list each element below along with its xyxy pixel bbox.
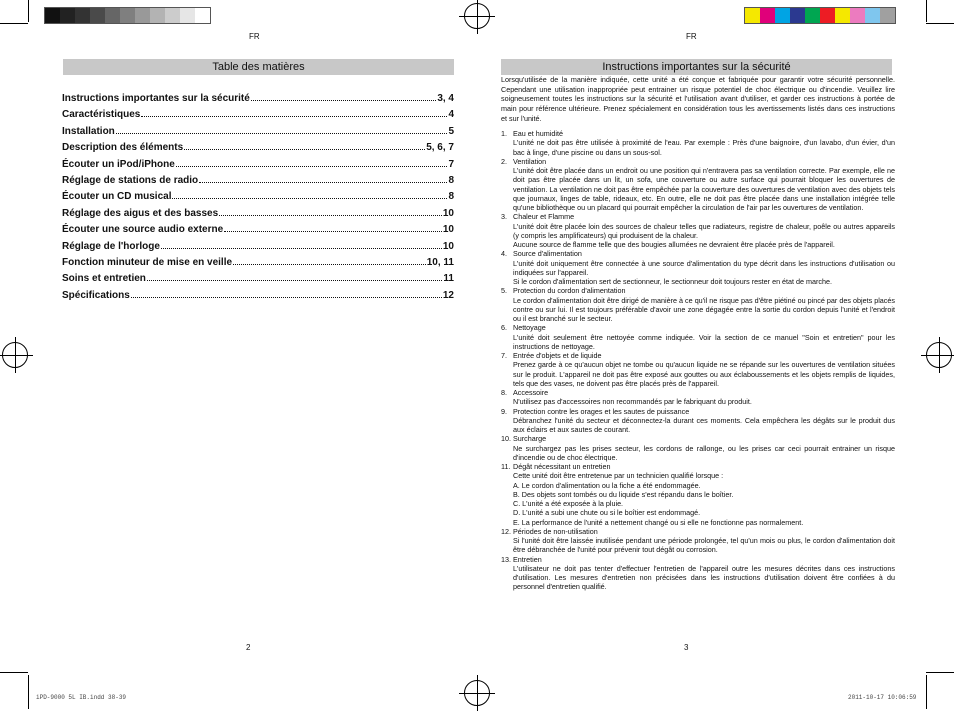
safety-item-body: N'utilisez pas d'accessoires non recommandés par le fabriquant du produit. [513,397,752,407]
toc-page: 12 [442,289,454,301]
registration-mark-bottom [464,680,490,706]
registration-mark-left [2,342,28,368]
gray-swatch-2 [75,8,90,23]
toc-label: Écouter un CD musical [62,191,172,203]
toc-page: 5 [448,125,454,137]
toc-row [62,240,454,256]
toc-row [62,174,454,190]
toc-leader-dots [147,272,443,281]
safety-item-number: 9. [501,406,507,416]
safety-item-number: 7. [501,351,507,360]
safety-item [501,351,895,360]
registration-mark-right [926,342,952,368]
toc-leader-dots [176,158,448,167]
toc-row [62,92,454,108]
safety-item-body: Prenez garde à ce qu'aucun objet ne tombe ou qu'aucun liquide ne se répande sur les ouvertures de ventilation situées sur le produit. L'appareil ne doit pas être exposé aux gouttes ou aux éclaboussements et les objets remplis de liquides, tels que des vases, ne doivent pas être placés près de l'appareil. [513,360,895,388]
safety-item-body: Si le cordon d'alimentation sert de sectionneur, le sectionneur doit toujours rester en état de marche. [513,277,833,286]
safety-item-title: Source d'alimentation [513,249,582,259]
safety-item [501,434,895,443]
safety-item [501,462,895,471]
toc-label: Installation [62,125,115,137]
toc-row [62,207,454,223]
toc-row [62,223,454,239]
toc-row [62,158,454,174]
toc-page: 3, 4 [437,93,454,104]
toc-label: Caractéristiques [62,109,141,121]
color-swatch-7 [850,8,865,23]
toc-row [62,190,454,206]
gray-swatch-9 [180,8,195,23]
toc-leader-dots [199,174,447,183]
safety-item-body: L'unité doit être placée dans un endroit ou une position qui n'entravera pas sa ventilation correcte. Par exemple, elle ne doit pas être placée dans un lit, un sofa, une couverture ou autre surface qui pourrait bloquer les ouvertures de ventilation. La ventilation ne doit pas être empêchée par la couverture des ouvertures de ventilation avec des objets tels que journaux, linges de table, rideaux, etc. En outre, elle ne doit pas être placée dans une installation intégrée telle qu'une bibliothèque ou un placard qui pourrait empêcher la circulation de l'air par les ouvertures de ventilation. [513,166,895,212]
toc-leader-dots [251,92,436,101]
page-number-left: 2 [246,643,251,652]
page-number-right: 3 [684,643,689,652]
toc-leader-dots [141,108,447,117]
safety-item-body: D. L'unité a subi une chute ou si le boîtier est endommagé. [513,508,701,518]
safety-item [501,212,895,221]
safety-item-body: Aucune source de flamme telle que des bougies allumées ne devraient être placée près de l'appareil. [513,240,835,249]
safety-item-number: 13. [501,554,511,564]
safety-item-number: 1. [501,129,507,138]
color-swatch-2 [775,8,790,23]
safety-item-body: E. La performance de l'unité a nettement changé ou si elle ne fonctionne pas normalement. [513,517,804,527]
safety-item-number: 6. [501,323,507,333]
toc-page: 10 [442,207,454,219]
safety-item-number: 10. [501,434,511,444]
safety-intro: Lorsqu'utilisée de la manière indiquée, cette unité a été conçue et fabriquée pour garantir votre sécurité personnelle. Cependant une utilisation inappropriée peut entrainer un risque potentiel de choc électrique ou d'incendie. Veuillez lire soigneusement toutes les instructions sur la sécurité et l'utilisation avant d'utiliser, et garder ces instructions à portée de main pour référence ultérieure. Prenez spécialement en considération tous les avertissements listés dans ces instructions et sur l'unité. [501,75,895,123]
toc-leader-dots [172,190,447,199]
toc-label: Réglage de stations de radio [62,174,199,186]
table-of-contents [62,92,454,305]
toc-page: 5, 6, 7 [426,142,454,154]
toc-page: 8 [448,191,454,203]
toc-leader-dots [184,141,425,150]
safety-item-body: L'unité doit uniquement être connectée à une source d'alimentation du type décrit dans les instructions d'utilisation ou indiquées sur l'appareil. [513,258,895,277]
registration-mark-top [464,3,490,29]
toc-label: Instructions importantes sur la sécurité [62,93,250,104]
safety-item-title: Protection contre les orages et les sautes de puissance [513,406,690,416]
gray-swatch-7 [150,8,165,23]
toc-label: Spécifications [62,289,130,301]
color-swatch-6 [835,8,850,23]
toc-leader-dots [224,223,442,232]
safety-item-number: 2. [501,156,507,166]
language-label-right: FR [686,32,697,41]
toc-row [62,289,454,305]
safety-item-title: Entrée d'objets et de liquide [513,351,602,360]
color-swatch-1 [760,8,775,23]
safety-item-title: Nettoyage [513,323,546,333]
language-label-left: FR [249,32,260,41]
safety-header: Instructions importantes sur la sécurité [501,59,892,75]
toc-page: 8 [448,174,454,186]
toc-leader-dots [233,256,426,265]
safety-item-title: Ventilation [513,156,547,166]
toc-label: Description des éléments [62,142,184,154]
safety-item-number: 5. [501,286,507,296]
safety-instructions-list [501,129,895,592]
toc-label: Écouter un iPod/iPhone [62,158,175,170]
toc-label: Écouter une source audio externe [62,224,224,236]
safety-item-body: Ne surchargez pas les prises secteur, les cordons de rallonge, ou les prises car ceci pourrait entrainer un risque d'incendie ou de choc électrique. [513,443,895,462]
safety-item-body: Le cordon d'alimentation doit être dirigé de manière à ce qu'il ne risque pas d'être piétiné ou pincé par des objets placés contre ou sur lui. Il est toujours préférable d'avoir une zone dégagée entre la sortie du cordon depuis l'unité et l'endroit ou il est branché sur le secteur. [513,295,895,323]
toc-label: Fonction minuteur de mise en veille [62,256,233,268]
color-swatch-bar [744,7,896,24]
safety-item-number: 3. [501,212,507,222]
toc-label: Réglage de l'horloge [62,240,160,252]
gray-swatch-3 [90,8,105,23]
safety-item-title: Dégât nécessitant un entretien [513,462,611,471]
toc-row [62,256,454,272]
toc-page: 7 [448,158,454,170]
safety-item-title: Protection du cordon d'alimentation [513,286,626,296]
safety-item-body: Si l'unité doit être laissée inutilisée pendant une période prolongée, tel qu'un mois ou plus, le cordon d'alimentation doit être débranchée de l'unité pour prévenir tout dégât ou corrosion. [513,536,895,555]
gray-swatch-bar [44,7,211,24]
gray-swatch-1 [60,8,75,23]
safety-item-number: 8. [501,388,507,397]
safety-item [501,388,895,397]
safety-item-body: Cette unité doit être entretenue par un technicien qualifié lorsque : [513,471,724,481]
footer-date: 2011-10-17 10:06:59 [848,694,917,701]
color-swatch-8 [865,8,880,23]
safety-item-body: L'unité doit seulement être nettoyée comme indiquée. Voir la section de ce manuel "Soin et entretien" pour les instructions de nettoyage. [513,332,895,351]
toc-row [62,141,454,157]
safety-item-title: Entretien [513,554,542,564]
toc-label: Soins et entretien [62,273,146,285]
safety-item-title: Surcharge [513,434,547,444]
safety-item-body: L'unité ne doit pas être utilisée à proximité de l'eau. Par exemple : Près d'une baignoire, d'un lavabo, d'un évier, d'un bac à linge, d'une piscine ou dans un sous-sol. [513,138,895,157]
toc-page: 10 [442,224,454,236]
color-swatch-5 [820,8,835,23]
footer-filename: iPD-9000 5L IB.indd 38-39 [36,694,127,701]
gray-swatch-6 [135,8,150,23]
toc-page: 10, 11 [426,256,454,268]
gray-swatch-0 [45,8,60,23]
safety-item-title: Accessoire [513,388,549,397]
gray-swatch-5 [120,8,135,23]
safety-item-number: 11. [501,462,511,471]
toc-row [62,108,454,124]
toc-leader-dots [219,207,442,216]
safety-item-title: Chaleur et Flamme [513,212,575,222]
safety-item [501,323,895,332]
safety-item [501,129,895,138]
toc-page: 11 [443,273,454,285]
safety-item-body: L'utilisateur ne doit pas tenter d'effectuer l'entretien de l'appareil outre les mesures décrites dans ces instructions d'utilisation. Les mesures d'entretien non précisées dans les instructions d'utilisation doivent être confiées à du personnel d'entretien qualifié. [513,563,895,592]
safety-item-body: A. Le cordon d'alimentation ou la fiche a été endommagée. [513,480,701,490]
safety-item-body: L'unité doit être placée loin des sources de chaleur telles que radiateurs, registre de chaleur, poêle ou autres appareils (y compris les amplificateurs) qui produisent de la chaleur. [513,221,895,240]
safety-item [501,249,895,258]
color-swatch-9 [880,8,895,23]
gray-swatch-4 [105,8,120,23]
toc-leader-dots [131,289,442,298]
safety-item-body: Débranchez l'unité du secteur et déconnectez-la durant ces moments. Cela empêchera les dégâts sur le produit dus aux éclairs et aux sautes de courant. [513,415,895,434]
safety-item [501,286,895,295]
toc-leader-dots [161,240,442,249]
safety-item-number: 12. [501,526,511,536]
gray-swatch-10 [195,8,210,23]
safety-item [501,527,895,536]
color-swatch-0 [745,8,760,23]
safety-item-number: 4. [501,249,507,259]
color-swatch-3 [790,8,805,23]
toc-leader-dots [116,125,448,134]
toc-label: Réglage des aigus et des basses [62,207,219,219]
safety-item-body: B. Des objets sont tombés ou du liquide s'est répandu dans le boîtier. [513,489,734,499]
toc-row [62,125,454,141]
safety-item [501,407,895,416]
toc-row [62,272,454,288]
safety-item-title: Eau et humidité [513,129,563,138]
toc-page: 10 [442,240,454,252]
color-swatch-4 [805,8,820,23]
gray-swatch-8 [165,8,180,23]
safety-item [501,555,895,564]
safety-item [501,157,895,166]
safety-item-body: C. L'unité a été exposée à la pluie. [513,499,624,508]
toc-page: 4 [448,109,454,121]
safety-item-title: Périodes de non-utilisation [513,526,598,536]
toc-header: Table des matières [63,59,454,75]
